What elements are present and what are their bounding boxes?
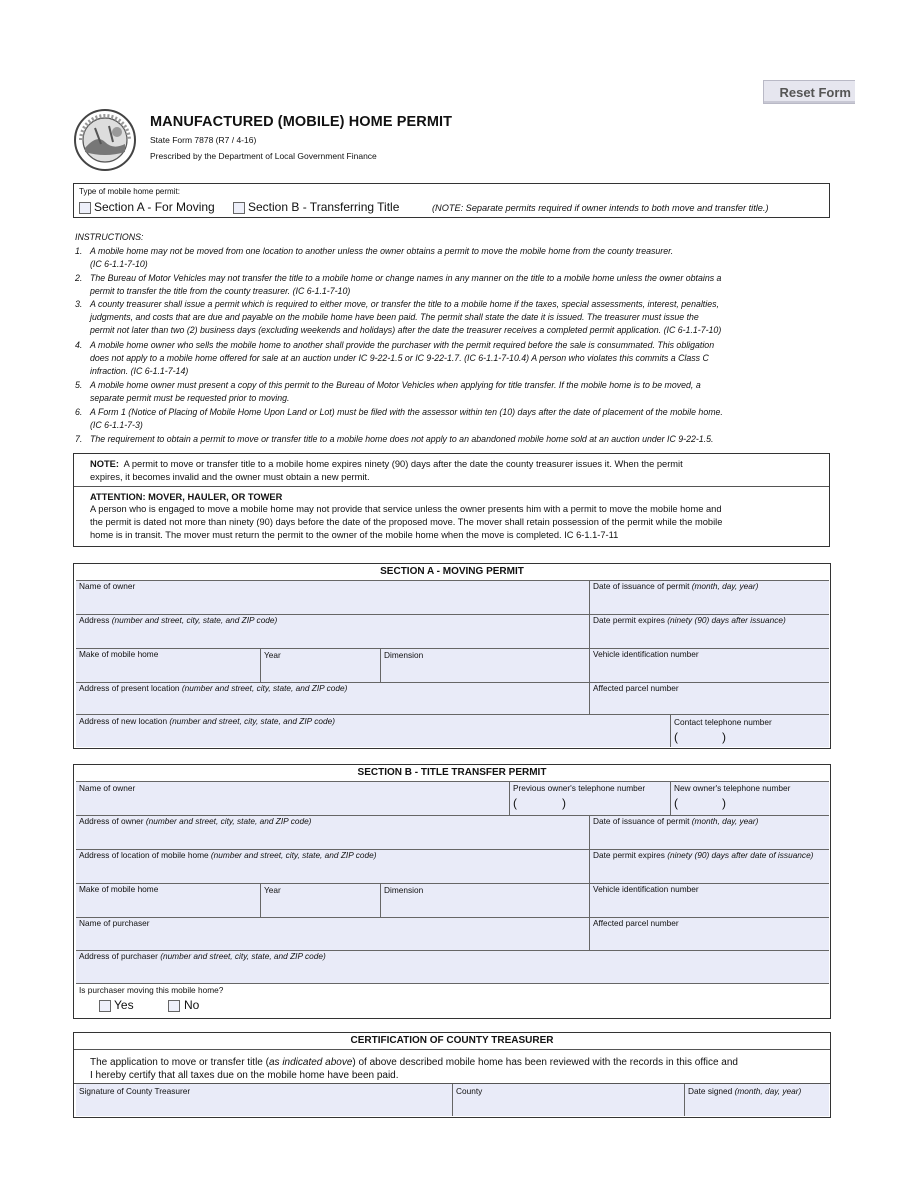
section-b-option-label: Section B - Transferring Title — [248, 200, 400, 214]
section-b-heading: SECTION B - TITLE TRANSFER PERMIT — [357, 767, 547, 778]
reset-form-button[interactable]: Reset Form — [763, 80, 855, 104]
instruction-text — [90, 406, 830, 432]
label-purchaser-address: Address of purchaser (number and street, city, state, and ZIP code) — [79, 951, 326, 961]
instruction-number: 2. — [75, 273, 83, 283]
label-parcel-number: Affected parcel number — [593, 683, 679, 693]
label-previous-owner-phone: Previous owner's telephone number — [513, 783, 646, 793]
owner-name-field[interactable] — [76, 781, 509, 815]
prescribed-by: Prescribed by the Department of Local Government Finance — [150, 151, 377, 161]
new-area-code-close: ) — [722, 796, 726, 810]
divider — [74, 486, 829, 487]
label-expiration-date: Date permit expires (ninety (90) days after date of issuance) — [593, 850, 814, 860]
certification-heading: CERTIFICATION OF COUNTY TREASURER — [350, 1035, 554, 1046]
instruction-line: A county treasurer shall issue a permit which is required to either move, or transfer the title to a mobile home if the taxes, special assessments, interest, penalties, — [90, 299, 719, 309]
section-a-option-label: Section A - For Moving — [94, 200, 215, 214]
instruction-line: infraction. (IC 6-1.1-7-14) — [90, 366, 189, 376]
purchaser-moving-yes-checkbox[interactable] — [99, 1000, 111, 1012]
label-expiration-date: Date permit expires (ninety (90) days after issuance) — [593, 615, 786, 625]
permit-type-label: Type of mobile home permit: — [79, 187, 180, 196]
note-text: A permit to move or transfer title to a mobile home expires ninety (90) days after the date the county treasurer issues it. When the permit — [123, 459, 683, 469]
instruction-text — [90, 379, 830, 405]
label-moving-question: Is purchaser moving this mobile home? — [79, 985, 224, 995]
attention-line-2: the permit is dated not more than ninety (90) days before the date of the proposed move. The mover shall retain possession of the permit while the mobile — [90, 517, 723, 527]
instruction-line: (IC 6-1.1-7-10) — [90, 259, 148, 269]
label-vin: Vehicle identification number — [593, 884, 699, 894]
instruction-text — [90, 433, 830, 446]
page-title: MANUFACTURED (MOBILE) HOME PERMIT — [150, 114, 453, 130]
label-owner-name: Name of owner — [79, 581, 136, 591]
label-make: Make of mobile home — [79, 884, 159, 894]
label-address: Address (number and street, city, state, and ZIP code) — [79, 615, 278, 625]
instruction-line: does not apply to a mobile home offered for sale at an auction under IC 9-22-1.5 or IC 9-22-1.7. (IC 6-1.1-7-10.4) A person who violates this commits a Class C — [90, 353, 709, 363]
label-owner-address: Address of owner (number and street, city, state, and ZIP code) — [79, 816, 312, 826]
label-year: Year — [264, 650, 281, 660]
instruction-number: 5. — [75, 380, 83, 390]
instruction-line: A Form 1 (Notice of Placing of Mobile Home Upon Land or Lot) must be filed with the assessor within ten (10) days after the date of placement of the mobile home. — [90, 407, 723, 417]
label-new-owner-phone: New owner's telephone number — [674, 783, 791, 793]
instruction-text — [90, 339, 830, 378]
label-dimension: Dimension — [384, 650, 424, 660]
label-contact-phone: Contact telephone number — [674, 717, 772, 727]
label-owner-name: Name of owner — [79, 783, 136, 793]
section-a — [73, 563, 831, 749]
instruction-line: The requirement to obtain a permit to move or transfer title to a mobile home does not apply to an abandoned mobile home sold at an auction under IC 9-22-1.5. — [90, 434, 714, 444]
instruction-line: A mobile home may not be moved from one location to another unless the owner obtains a permit to move the mobile home from the county treasurer. — [90, 246, 674, 256]
label-purchaser-name: Name of purchaser — [79, 918, 150, 928]
label-issuance-date: Date of issuance of permit (month, day, year) — [593, 581, 759, 591]
label-issuance-date: Date of issuance of permit (month, day, year) — [593, 816, 759, 826]
prev-area-code-open: ( — [513, 796, 517, 810]
note-line-1 — [90, 458, 820, 471]
attention-line-3: home is in transit. The mover must return the permit to the owner of the mobile home when the move is completed. IC 6-1.1-7-11 — [90, 530, 619, 540]
section-a-checkbox[interactable] — [79, 202, 91, 214]
section-b — [73, 764, 831, 1019]
instruction-number: 4. — [75, 340, 83, 350]
instruction-line: separate permit must be requested prior to moving. — [90, 393, 290, 403]
yes-label: Yes — [114, 998, 134, 1012]
county-field[interactable] — [452, 1084, 684, 1116]
instruction-text — [90, 272, 830, 298]
instruction-text — [90, 245, 830, 271]
permit-type-note: (NOTE: Separate permits required if owner intends to both move and transfer title.) — [432, 203, 769, 213]
area-code-close: ) — [722, 730, 726, 744]
label-signature: Signature of County Treasurer — [79, 1086, 191, 1096]
instruction-number: 1. — [75, 246, 83, 256]
instruction-line: judgments, and costs that are due and payable on the mobile home have been paid. The permit shall state the date it is issued. The treasurer must issue the — [90, 312, 699, 322]
owner-name-field[interactable] — [76, 580, 589, 614]
certification-text-line-1: The application to move or transfer title (as indicated above) of above described mobile home has been reviewed with the records in this office and — [90, 1057, 738, 1068]
label-home-location-address: Address of location of mobile home (number and street, city, state, and ZIP code) — [79, 850, 377, 860]
label-new-location: Address of new location (number and street, city, state, and ZIP code) — [79, 716, 335, 726]
note-line-2: expires, it becomes invalid and the owner must obtain a new permit. — [90, 472, 370, 482]
section-b-checkbox[interactable] — [233, 202, 245, 214]
certification-text-line-2: I hereby certify that all taxes due on the mobile home have been paid. — [90, 1070, 399, 1081]
no-label: No — [184, 998, 200, 1012]
new-area-code-open: ( — [674, 796, 678, 810]
purchaser-name-field[interactable] — [76, 917, 589, 950]
label-year: Year — [264, 885, 281, 895]
instructions-heading: INSTRUCTIONS: — [75, 232, 144, 242]
instruction-line: (IC 6-1.1-7-3) — [90, 420, 143, 430]
section-a-heading: SECTION A - MOVING PERMIT — [380, 566, 524, 577]
state-seal-icon — [73, 108, 137, 172]
note-label: NOTE: — [90, 459, 119, 469]
attention-line-1: A person who is engaged to move a mobile home may not provide that service unless the owner presents him with a permit to move the mobile home and — [90, 504, 722, 514]
instruction-line: A mobile home owner must present a copy of this permit to the Bureau of Motor Vehicles when applying for title transfer. If the mobile home is to be moved, a — [90, 380, 701, 390]
label-present-location: Address of present location (number and street, city, state, and ZIP code) — [79, 683, 348, 693]
divider — [74, 1049, 830, 1050]
label-date-signed: Date signed (month, day, year) — [688, 1086, 802, 1096]
attention-heading: ATTENTION: MOVER, HAULER, OR TOWER — [90, 492, 283, 502]
instruction-line: The Bureau of Motor Vehicles may not transfer the title to a mobile home or change names in any manner on the title to a mobile home unless the owner obtains a — [90, 273, 722, 283]
form-number: State Form 7878 (R7 / 4-16) — [150, 135, 257, 145]
instruction-number: 7. — [75, 434, 83, 444]
instruction-number: 6. — [75, 407, 83, 417]
purchaser-moving-no-checkbox[interactable] — [168, 1000, 180, 1012]
label-parcel-number: Affected parcel number — [593, 918, 679, 928]
instruction-number: 3. — [75, 299, 83, 309]
instruction-line: permit to transfer the title from the county treasurer. (IC 6-1.1-7-10) — [90, 286, 351, 296]
prev-area-code-close: ) — [562, 796, 566, 810]
instruction-text — [90, 298, 830, 337]
instruction-line: A mobile home owner who sells the mobile home to another shall provide the purchaser with the permit required before the sale is consummated. This obligation — [90, 340, 715, 350]
instruction-line: permit not later than two (2) business days (excluding weekends and holidays) after the date the treasurer receives a completed permit application. (IC 6-1.1-7-10) — [90, 325, 722, 335]
label-make: Make of mobile home — [79, 649, 159, 659]
area-code-open: ( — [674, 730, 678, 744]
label-vin: Vehicle identification number — [593, 649, 699, 659]
label-dimension: Dimension — [384, 885, 424, 895]
label-county: County — [456, 1086, 483, 1096]
